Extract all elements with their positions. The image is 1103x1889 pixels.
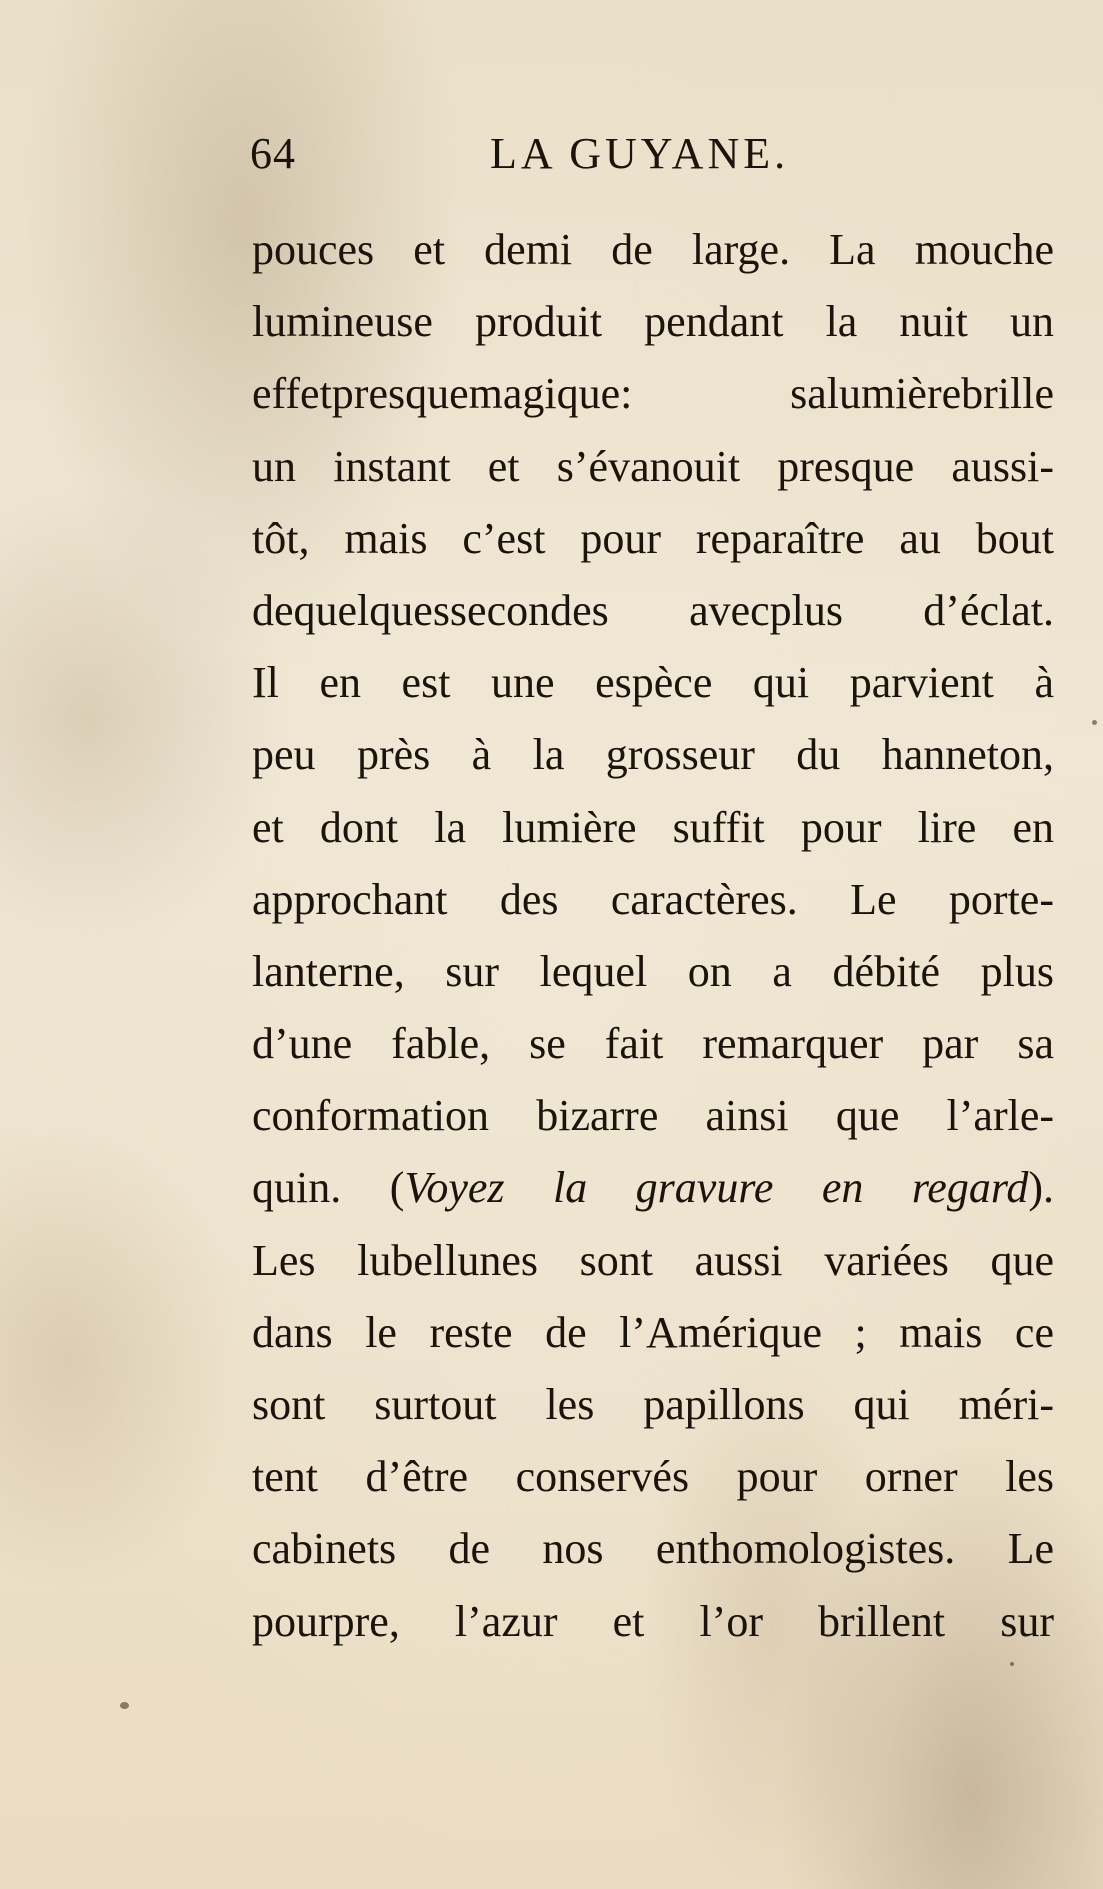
text-line: dans le reste de l’Amérique ; mais ce [252,1307,1054,1357]
text-line: effetpresquemagique: salumièrebrille [252,369,1054,419]
text-line: un instant et s’évanouit presque aussi- [252,441,1054,491]
text-line: dequelquessecondes avecplus d’éclat. [252,585,1054,635]
text-line: lanterne, sur lequel on a débité plus [252,946,1054,996]
text-line: pouces et demi de large. La mouche [252,225,1054,274]
text-segment: ). [1028,1163,1054,1213]
running-head [250,128,860,188]
text-line: pourpre, l’azur et l’or brillent sur [252,1596,1054,1646]
text-line: conformation bizarre ainsi que l’arle- [252,1091,1054,1141]
text-line: approchant des caractères. Le porte- [252,874,1054,924]
text-line: peu près à la grosseur du hanneton, [252,730,1054,780]
page-number: 64 [250,129,296,178]
text-line: Les lubellunes sont aussi variées que [252,1235,1054,1285]
body-text [252,214,1054,1658]
text-line: et dont la lumière suffit pour lire en [252,802,1054,852]
italic-reference: Voyez la gravure en regard [404,1163,1029,1213]
text-line: lumineuse produit pendant la nuit un [252,297,1054,347]
text-segment: quin. ( [252,1163,405,1213]
text-line: cabinets de nos enthomologistes. Le [252,1524,1054,1574]
text-line: tôt, mais c’est pour reparaître au bout [252,513,1054,563]
text-line: sont surtout les papillons qui méri- [252,1380,1054,1429]
text-line: Il en est une espèce qui parvient à [252,658,1054,708]
text-line-with-italic [252,1152,1054,1224]
foxing-spot [1092,720,1097,725]
text-line: d’une fable, se fait remarquer par sa [252,1019,1054,1069]
foxing-spot [1010,1662,1014,1666]
running-title: LA GUYANE. [490,129,790,178]
foxing-spot [120,1702,129,1709]
text-line: tent d’être conservés pour orner les [252,1452,1054,1502]
